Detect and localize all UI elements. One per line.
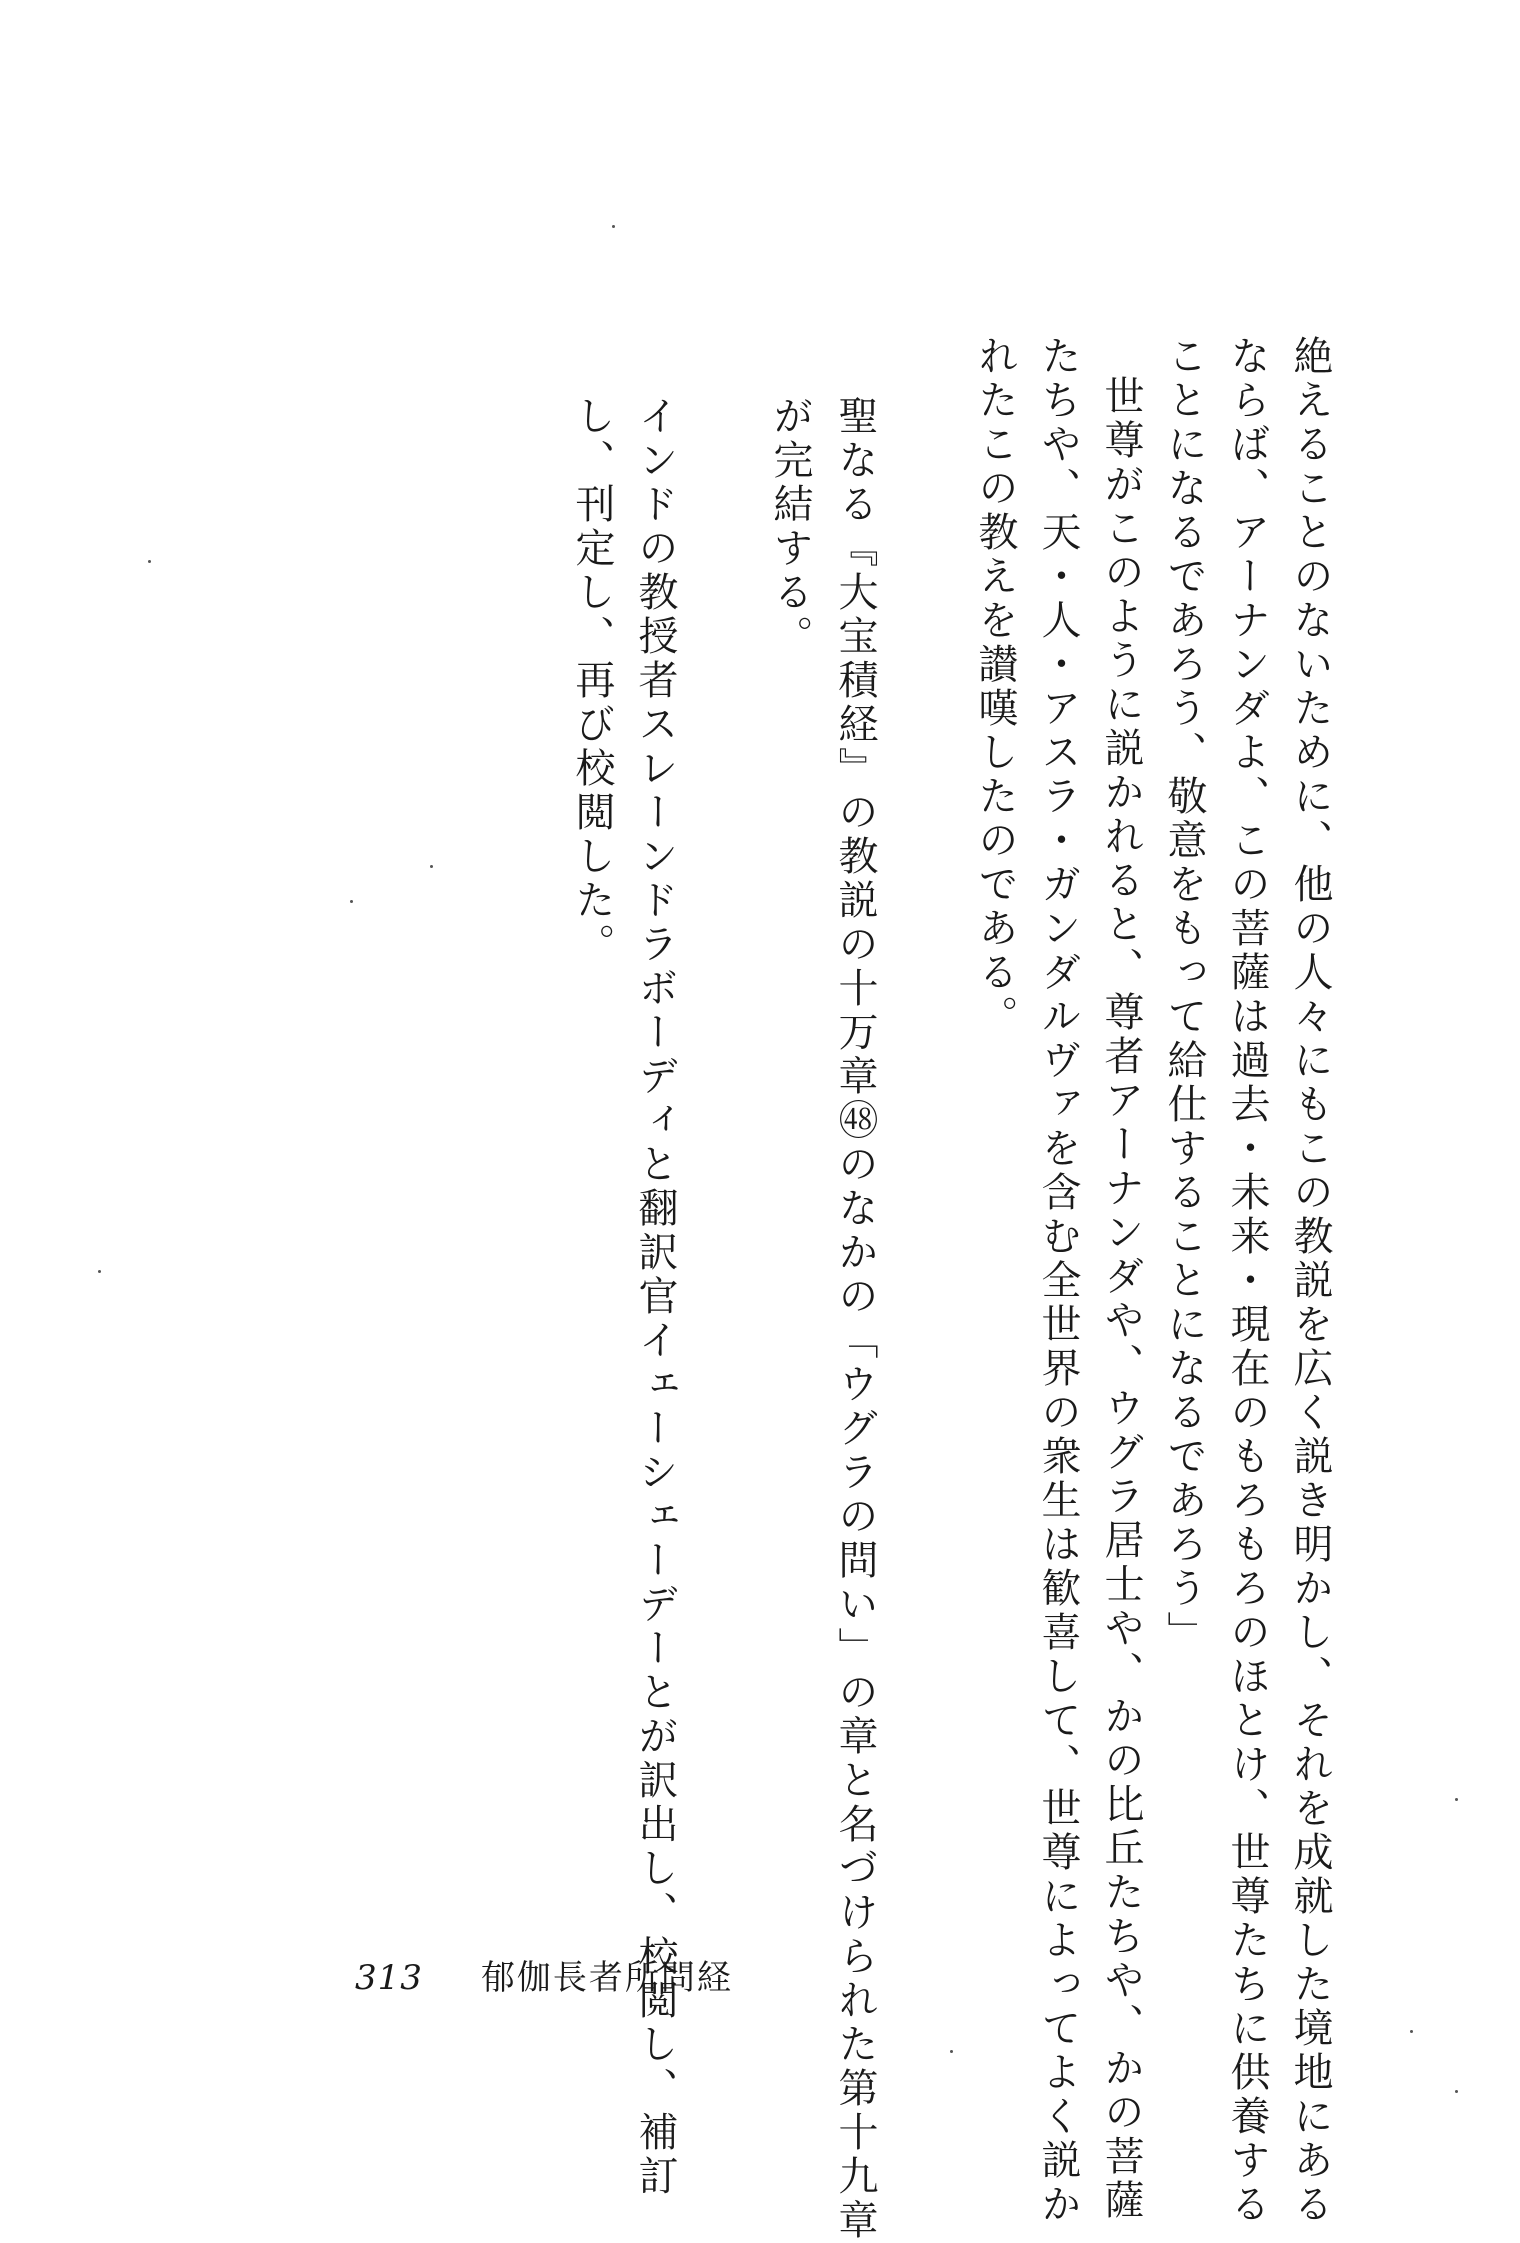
colophon-line: 聖なる『大宝積経』の教説の十万章㊽のなかの「ウグラの問い」の章と名づけられた第十九章 xyxy=(832,395,878,2243)
text-line: たちや、天・人・アスラ・ガンダルヴァを含む全世界の衆生は歓喜して、世尊によってよく説か xyxy=(1035,335,1081,2227)
translator-note-line: インドの教授者スレーンドラボーディと翻訳官イェーシェーデーとが訳出し、校閲し、補訂 xyxy=(632,395,678,2199)
scan-speck xyxy=(430,865,433,868)
scan-speck xyxy=(98,1270,101,1273)
text-line: 絶えることのないために、他の人々にもこの教説を広く説き明かし、それを成就した境地にある xyxy=(1287,335,1333,2227)
scan-speck xyxy=(950,2050,953,2053)
colophon-line: が完結する。 xyxy=(767,395,813,659)
scan-speck xyxy=(148,560,151,563)
translator-note-line: し、刊定し、再び校閲した。 xyxy=(569,395,615,967)
text-line: 世尊がこのように説かれると、尊者アーナンダや、ウグラ居士や、かの比丘たちや、かの菩薩 xyxy=(1098,375,1144,2223)
scan-speck xyxy=(350,900,353,903)
running-title: 郁伽長者所問経 xyxy=(480,1958,733,1998)
page-number: 313 xyxy=(355,1958,423,1998)
scan-speck xyxy=(612,225,615,228)
text-line: れたこの教えを讃嘆したのである。 xyxy=(972,335,1018,1039)
scan-speck xyxy=(1410,2030,1413,2033)
scan-speck xyxy=(1455,1798,1458,1801)
text-line: ことになるであろう、敬意をもって給仕することになるであろう」 xyxy=(1161,335,1207,1655)
page-footer xyxy=(355,1950,733,1999)
scan-speck xyxy=(1455,2090,1458,2093)
text-line: ならば、アーナンダよ、この菩薩は過去・未来・現在のもろもろのほとけ、世尊たちに供養する xyxy=(1224,335,1270,2227)
